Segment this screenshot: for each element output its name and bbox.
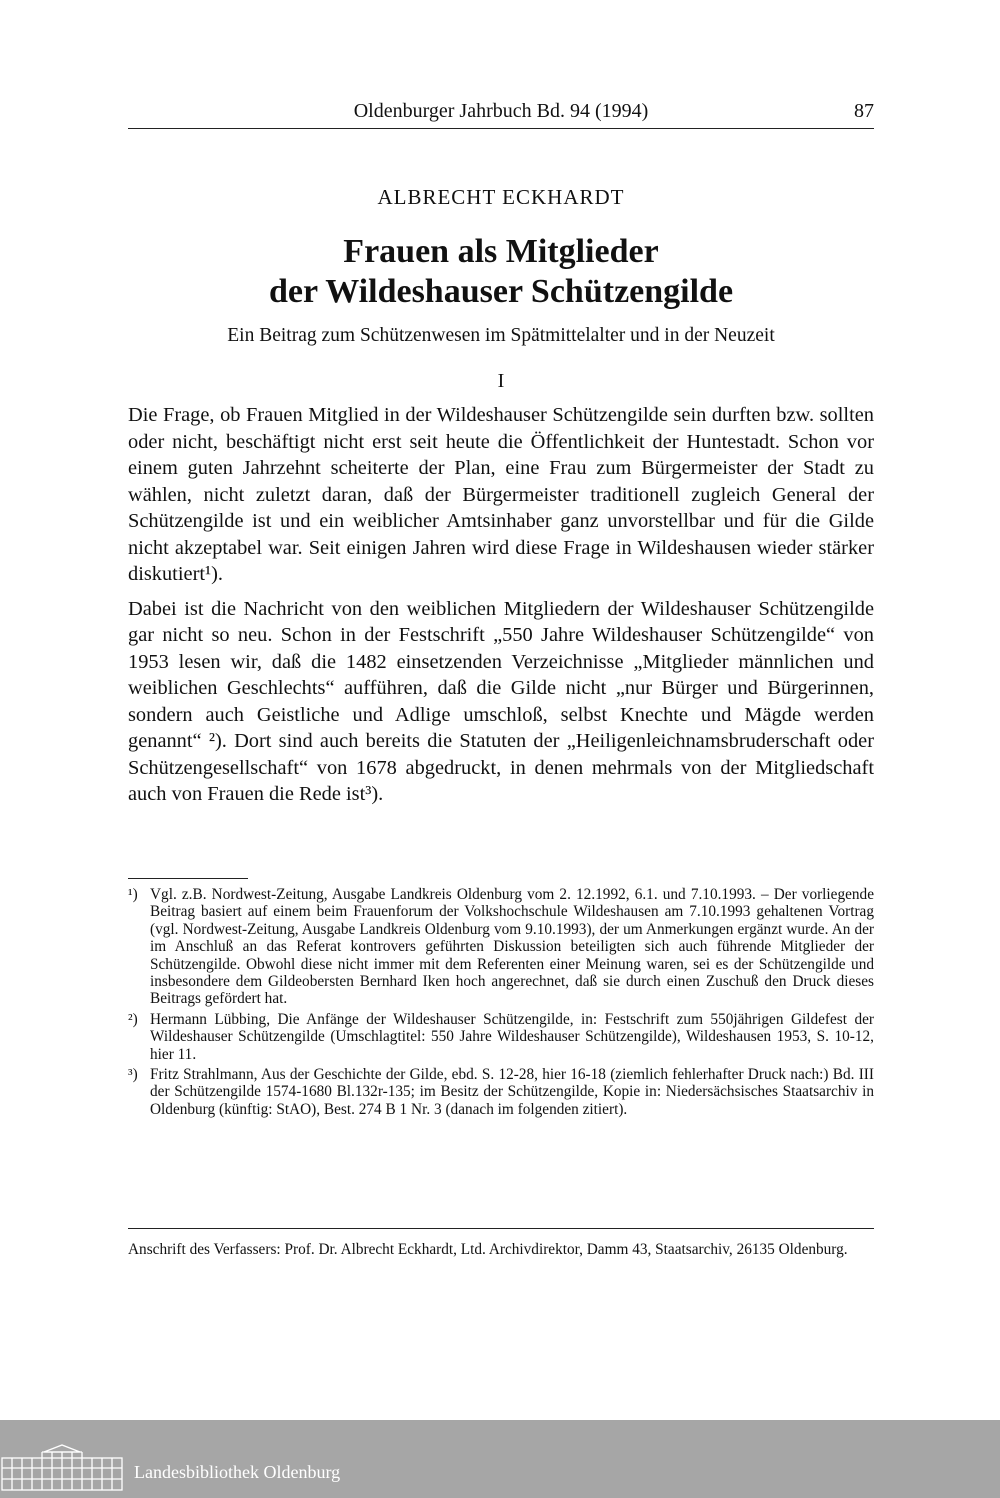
running-header [128,98,874,129]
page-number: 87 [854,100,874,122]
footnote-text: Fritz Strahlmann, Aus der Geschichte der Gilde, ebd. S. 12-28, hier 16-18 (ziemlich fehlerhafter Druck nach:) Bd. III der Schützengilde 1574-1680 Bl.132r-135; im Besitz der Schützengilde, Kopie in: Niedersächsisches Staatsarchiv in Oldenburg (künftig: StAO), Best. 274 B 1 Nr. 3 (danach im folgenden zitiert). [150,1066,874,1118]
footnote-mark: ³) [128,1066,138,1084]
article-body [128,402,874,816]
paragraph: Die Frage, ob Frauen Mitglied in der Wildeshauser Schützengilde sein durften bzw. sollten oder nicht, beschäftigt nicht erst seit heute die Öffentlichkeit der Huntestadt. Schon vor einem guten Jahrzehnt scheiterte der Plan, eine Frau zum Bürgermeister der Stadt zu wählen, nicht zuletzt daran, daß der Bürgermeister traditionell zugleich General der Schützengilde ist und ein weiblicher Amtsinhaber ganz unvorstellbar und für die Gilde nicht akzeptabel war. Seit einigen Jahren wird diese Frage in Wildeshausen wieder stärker diskutiert¹). [128,404,874,585]
footnote [128,1011,874,1063]
paragraph: Dabei ist die Nachricht von den weiblichen Mitgliedern der Wildeshauser Schützengilde gar nicht so neu. Schon in der Festschrift „550 Jahre Wildeshauser Schützengilde“ von 1953 lesen wir, daß die 1482 einsetzenden Verzeichnisse „Mitglieder männlichen und weiblichen Geschlechts“ aufführen, daß die Gilde nicht „nur Bürger und Bürgerinnen, sondern auch Geistliche und Adlige umschloß, selbst Knechte und Mägde werden genannt“ ²). Dort sind auch bereits die Statuten der „Heiligenleichnamsbruderschaft oder Schützengesellschaft“ von 1678 abgedruckt, in denen mehrmals von der Mitgliedschaft auch von Frauen die Rede ist³). [128,597,874,805]
footnotes [128,886,874,1121]
library-name: Landesbibliothek Oldenburg [134,1462,341,1482]
title-line-2: der Wildeshauser Schützengilde [268,273,734,310]
footnote-mark: ²) [128,1010,138,1028]
author-address: Anschrift des Verfassers: Prof. Dr. Albrecht Eckhardt, Ltd. Archivdirektor, Damm 43, Staatsarchiv, 26135 Oldenburg. [128,1241,848,1258]
library-footer [0,1420,1000,1498]
section-number: I [497,370,505,392]
footnote-mark: ¹) [128,886,138,903]
footnote-divider [128,878,248,879]
title-line-1: Frauen als Mitglieder [343,233,659,270]
journal-title: Oldenburger Jahrbuch Bd. 94 (1994) [353,100,649,122]
footnote [128,886,874,1008]
footnote [128,1066,874,1118]
library-building-icon [0,1444,124,1492]
article-subtitle: Ein Beitrag zum Schützenwesen im Spätmittelalter und in der Neuzeit [227,325,775,346]
article-title [128,232,874,312]
author-name: ALBRECHT ECKHARDT [377,185,625,209]
footnote-text: Vgl. z.B. Nordwest-Zeitung, Ausgabe Landkreis Oldenburg vom 2. 12.1992, 6.1. und 7.10.1993. – Der vorliegende Beitrag basiert auf einem beim Frauenforum der Volkshochschule Wildeshausen am 7.10.1993 gehaltenen Vortrag (vgl. Nordwest-Zeitung, Ausgabe Landkreis Oldenburg vom 9.10.1993), der um Anmerkungen ergänzt wurde. An der im Anschluß an das Referat kontrovers geführten Diskussion beteiligten sich auch führende Mitglieder der Schützengilde. Obwohl diese nicht immer mit dem Referenten einer Meinung waren, sei es der Schützengilde und insbesondere dem Gildeobersten Bernhard Iken hoch angerechnet, daß sie durch einen Zuschuß den Druck dieses Beitrags gefördert hat. [150,886,874,1008]
footnote-text: Hermann Lübbing, Die Anfänge der Wildeshauser Schützengilde, in: Festschrift zum 550jährigen Gildefest der Wildeshauser Schützengilde (Umschlagtitel: 550 Jahre Wildeshauser Schützengilde), Wildeshausen 1953, S. 10-12, hier 11. [150,1010,874,1063]
address-divider [128,1228,874,1229]
